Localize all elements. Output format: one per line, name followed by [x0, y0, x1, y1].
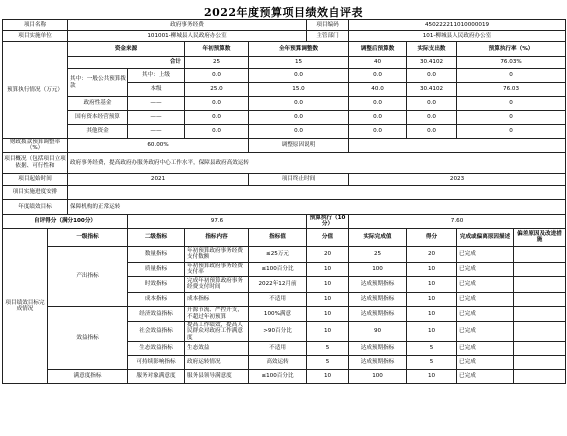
evaluation-table [2, 19, 566, 384]
ind-content: 成本指标 [185, 292, 249, 306]
ind-weight: 10 [307, 370, 349, 384]
ind-weight: 10 [307, 292, 349, 306]
budget-cell: 0.0 [249, 69, 349, 83]
ind-header-reason: 偏差原因及改进措施 [514, 228, 566, 246]
budget-cell: 0 [457, 111, 566, 125]
ind-header-content: 指标内容 [185, 228, 249, 246]
budget-cell: 0.0 [185, 69, 249, 83]
progress-label: 项目实施进度安排 [3, 185, 68, 199]
unit-row [3, 31, 566, 42]
budget-cell: 25 [185, 57, 249, 69]
ind-l1-satisfaction: 满意度指标 [48, 370, 128, 384]
ind-target: 2022年12月前 [249, 276, 307, 292]
adjust-rate-value: 60.00% [68, 139, 249, 153]
project-code-value: 450222211010000019 [349, 20, 566, 31]
ind-target: 不适用 [249, 292, 307, 306]
ind-target: ≤25万元 [249, 246, 307, 262]
progress-text [68, 185, 566, 199]
budget-row-state [3, 111, 566, 125]
indicator-row [3, 306, 566, 321]
ind-weight: 20 [307, 246, 349, 262]
budget-cell: 0.0 [349, 111, 407, 125]
indicator-section-label: 项目绩效目标完成情况 [3, 228, 48, 383]
self-score-value: 97.6 [128, 214, 307, 228]
ind-weight: 10 [307, 306, 349, 321]
budget-cell: 76.03% [457, 57, 566, 69]
ind-score: 20 [407, 246, 457, 262]
ind-reason [514, 370, 566, 384]
budget-cell: 0.0 [185, 97, 249, 111]
ind-status: 已完成 [457, 321, 514, 341]
ind-l1-benefit: 效益指标 [48, 306, 128, 369]
budget-cell: 0.0 [185, 125, 249, 139]
adjust-rate-row [3, 139, 566, 153]
budget-header-source: 资金来源 [68, 42, 185, 57]
ind-content: 政府运转情况 [185, 356, 249, 370]
budget-total-label: 合计 [68, 57, 185, 69]
annual-goal-text: 保障机构的正常运转 [68, 199, 566, 214]
ind-target: >90百分比 [249, 321, 307, 341]
project-name-row [3, 20, 566, 31]
ind-actual: 达成预期指标 [349, 292, 407, 306]
ind-reason [514, 321, 566, 341]
ind-header-weight: 分值 [307, 228, 349, 246]
end-time-label: 项目终止时间 [249, 173, 349, 185]
adjust-rate-label: 财政拨款预算调整率（%） [3, 139, 68, 153]
budget-cell: 0.0 [407, 69, 457, 83]
ind-target: 高效运转 [249, 356, 307, 370]
ind-actual: 100 [349, 262, 407, 276]
ind-actual: 25 [349, 246, 407, 262]
end-time-value: 2023 [349, 173, 566, 185]
ind-score: 10 [407, 292, 457, 306]
ind-content: 服务县领导满意度 [185, 370, 249, 384]
dept-label: 主管部门 [307, 31, 349, 42]
budget-source-label: 国有资本经营预算 [68, 111, 128, 125]
ind-status: 已完成 [457, 292, 514, 306]
annual-goal-label: 年度绩效目标 [3, 199, 68, 214]
ind-score: 10 [407, 306, 457, 321]
ind-status: 已完成 [457, 306, 514, 321]
ind-header-score: 得分 [407, 228, 457, 246]
time-row [3, 173, 566, 185]
ind-l2: 经济效益指标 [128, 306, 185, 321]
ind-status: 已完成 [457, 356, 514, 370]
ind-target: ≤100百分比 [249, 370, 307, 384]
ind-actual: 90 [349, 321, 407, 341]
overview-text: 政府事务经费，提高政府办服务政府中心工作水平，保障县政府高效运转 [68, 152, 566, 173]
ind-weight: 5 [307, 342, 349, 356]
ind-actual: 达成预期指标 [349, 342, 407, 356]
budget-cell: 0.0 [407, 125, 457, 139]
budget-header-actual: 实际支出数 [407, 42, 457, 57]
budget-cell: 0.0 [249, 97, 349, 111]
exec-value: 7.60 [349, 214, 566, 228]
ind-l2: 社会效益指标 [128, 321, 185, 341]
ind-target: ≤100百分比 [249, 262, 307, 276]
budget-cell: 0.0 [349, 69, 407, 83]
budget-header-adjust: 全年预算调整数 [249, 42, 349, 57]
dept-value: 101-柳城县人民政府办公室 [349, 31, 566, 42]
project-name-value: 政府事务经费 [68, 20, 307, 31]
ind-l2: 质量指标 [128, 262, 185, 276]
ind-actual: 达成预期指标 [349, 356, 407, 370]
budget-header-initial: 年初预算数 [185, 42, 249, 57]
ind-status: 已完成 [457, 246, 514, 262]
budget-cell: 0.0 [407, 97, 457, 111]
budget-row-other [3, 125, 566, 139]
ind-score: 10 [407, 262, 457, 276]
ind-score: 10 [407, 276, 457, 292]
exec-label: 预算执行（10分） [307, 214, 349, 228]
ind-l2: 生态效益指标 [128, 342, 185, 356]
budget-general-label: 其中：一般公共预算拨款 [68, 69, 128, 97]
budget-sub-label: —— [128, 97, 185, 111]
ind-l2: 时效指标 [128, 276, 185, 292]
ind-l1-output: 产出指标 [48, 246, 128, 306]
budget-cell: 25.0 [185, 83, 249, 97]
overview-row [3, 152, 566, 173]
ind-content: 年初预算政府事务经费支付数额 [185, 246, 249, 262]
overview-label: 项目概况（包括项目立项依据、可行性和 [3, 152, 68, 173]
indicator-row [3, 370, 566, 384]
ind-actual: 达成预期指标 [349, 306, 407, 321]
ind-score: 5 [407, 342, 457, 356]
budget-cell: 15.0 [249, 83, 349, 97]
ind-actual: 达成预期指标 [349, 276, 407, 292]
budget-section-label: 预算执行情况（万元） [3, 42, 68, 139]
ind-weight: 10 [307, 276, 349, 292]
ind-content: 生态效益 [185, 342, 249, 356]
budget-cell: 0.0 [249, 125, 349, 139]
ind-weight: 5 [307, 356, 349, 370]
ind-reason [514, 356, 566, 370]
page-title: 2022年度预算项目绩效自评表 [203, 6, 364, 19]
budget-cell: 76.03 [457, 83, 566, 97]
budget-cell: 0.0 [407, 111, 457, 125]
budget-cell: 30.4102 [407, 57, 457, 69]
budget-header-row [3, 42, 566, 57]
ind-status: 已完成 [457, 276, 514, 292]
budget-cell: 40 [349, 57, 407, 69]
start-time-value: 2021 [68, 173, 249, 185]
budget-sub-label: —— [128, 125, 185, 139]
budget-sub-label: 本级 [128, 83, 185, 97]
ind-reason [514, 262, 566, 276]
indicator-row [3, 246, 566, 262]
self-score-row [3, 214, 566, 228]
budget-cell: 0.0 [349, 97, 407, 111]
budget-sub-label: 其中：上级 [128, 69, 185, 83]
ind-status: 已完成 [457, 262, 514, 276]
ind-reason [514, 292, 566, 306]
ind-score: 10 [407, 321, 457, 341]
ind-reason [514, 306, 566, 321]
progress-row [3, 185, 566, 199]
unit-value: 101001-柳城县人民政府办公室 [68, 31, 307, 42]
ind-weight: 10 [307, 262, 349, 276]
ind-l2: 成本指标 [128, 292, 185, 306]
ind-l2: 可持续影响指标 [128, 356, 185, 370]
budget-header-adjusted: 调整后预算数 [349, 42, 407, 57]
ind-status: 已完成 [457, 342, 514, 356]
ind-content: 提高工作绩效，提高人民群众对政府工作满意度 [185, 321, 249, 341]
ind-header-actual: 实际完成值 [349, 228, 407, 246]
budget-cell: 15 [249, 57, 349, 69]
ind-target: 100%满意 [249, 306, 307, 321]
budget-row-fund [3, 97, 566, 111]
ind-header-target: 指标值 [249, 228, 307, 246]
budget-cell: 30.4102 [407, 83, 457, 97]
ind-content: 年初预算政府事务经费支付率 [185, 262, 249, 276]
ind-l2: 数量指标 [128, 246, 185, 262]
budget-cell: 0 [457, 125, 566, 139]
ind-reason [514, 276, 566, 292]
ind-weight: 10 [307, 321, 349, 341]
adjust-reason-label: 调整原因说明 [249, 139, 349, 153]
budget-sub-label: —— [128, 111, 185, 125]
budget-cell: 40.0 [349, 83, 407, 97]
budget-row-total [3, 57, 566, 69]
budget-header-rate: 预算执行率（%） [457, 42, 566, 57]
start-time-label: 项目起始时间 [3, 173, 68, 185]
budget-cell: 0 [457, 69, 566, 83]
ind-reason [514, 246, 566, 262]
project-name-label: 项目名称 [3, 20, 68, 31]
ind-l2: 服务对象满意度 [128, 370, 185, 384]
budget-source-label: 政府性基金 [68, 97, 128, 111]
ind-header-status: 完成或偏离原因描述 [457, 228, 514, 246]
ind-score: 10 [407, 370, 457, 384]
ind-reason [514, 342, 566, 356]
budget-cell: 0.0 [349, 125, 407, 139]
budget-source-label: 其他资金 [68, 125, 128, 139]
project-code-label: 项目编码 [307, 20, 349, 31]
budget-cell: 0.0 [185, 111, 249, 125]
self-score-label: 自评得分（满分100分） [3, 214, 128, 228]
ind-header-l2: 二级指标 [128, 228, 185, 246]
budget-cell: 0 [457, 97, 566, 111]
adjust-reason-value [349, 139, 566, 153]
ind-status: 已完成 [457, 370, 514, 384]
unit-label: 项目实施单位 [3, 31, 68, 42]
annual-goal-row [3, 199, 566, 214]
ind-actual: 100 [349, 370, 407, 384]
budget-cell: 0.0 [249, 111, 349, 125]
ind-target: 不适用 [249, 342, 307, 356]
ind-score: 5 [407, 356, 457, 370]
ind-content: 完成年初预算政府事务经费支付时间 [185, 276, 249, 292]
budget-row-upper [3, 69, 566, 83]
ind-content: 开源节流、严控开支，不超过年初预算 [185, 306, 249, 321]
indicator-header-row [3, 228, 566, 246]
ind-header-l1: 一级指标 [48, 228, 128, 246]
